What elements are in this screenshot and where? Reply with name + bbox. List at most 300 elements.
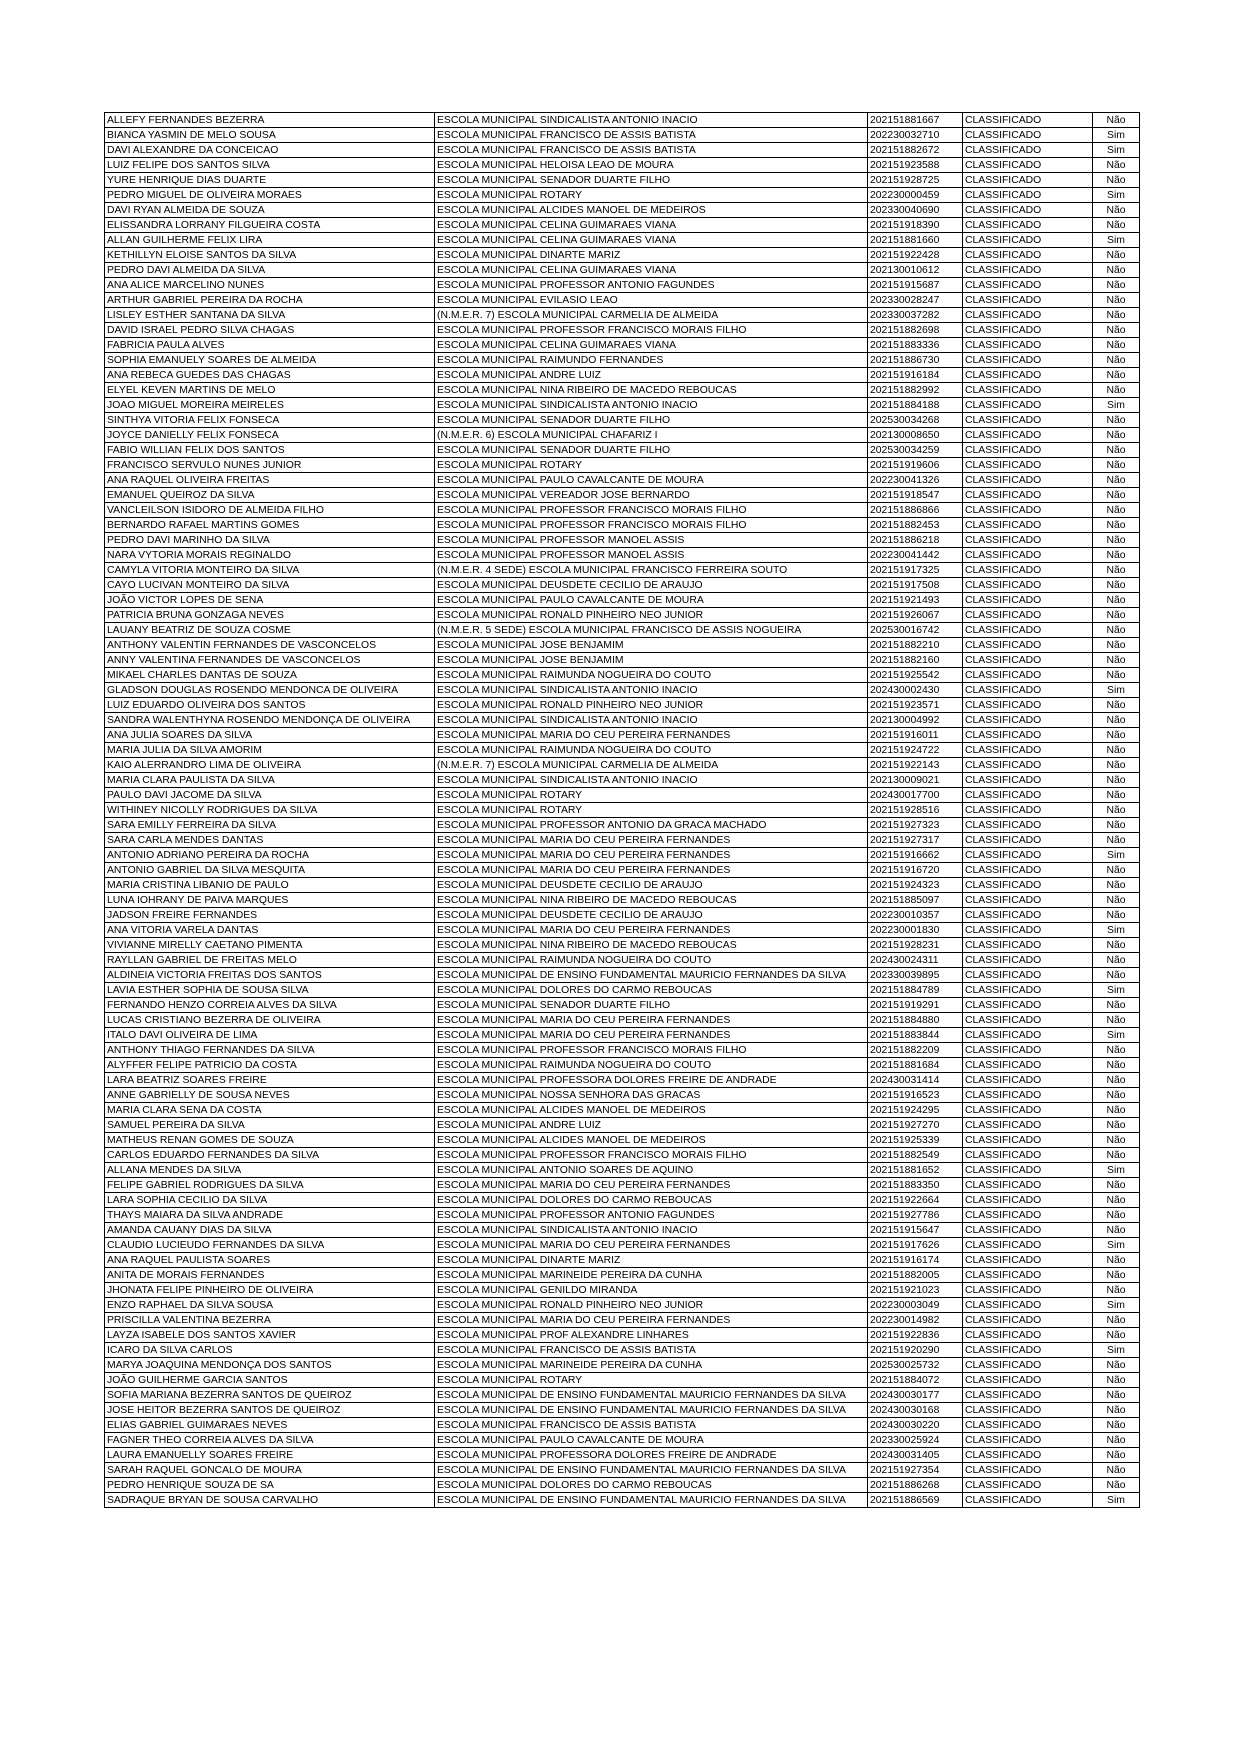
flag-cell: Não [1093, 1118, 1140, 1133]
table-row [105, 1343, 1140, 1358]
table-row [105, 863, 1140, 878]
student-name-cell: LAUANY BEATRIZ DE SOUZA COSME [105, 623, 435, 638]
school-cell: (N.M.E.R. 4 SEDE) ESCOLA MUNICIPAL FRANCISCO FERREIRA SOUTO [435, 563, 868, 578]
student-name-cell: FERNANDO HENZO CORREIA ALVES DA SILVA [105, 998, 435, 1013]
status-cell: CLASSIFICADO [963, 893, 1093, 908]
flag-cell: Não [1093, 1103, 1140, 1118]
table-row [105, 698, 1140, 713]
table-row [105, 908, 1140, 923]
student-name-cell: KAIO ALERRANDRO LIMA DE OLIVEIRA [105, 758, 435, 773]
school-cell: ESCOLA MUNICIPAL GENILDO MIRANDA [435, 1283, 868, 1298]
status-cell: CLASSIFICADO [963, 428, 1093, 443]
school-cell: ESCOLA MUNICIPAL CELINA GUIMARAES VIANA [435, 338, 868, 353]
student-name-cell: DAVI RYAN ALMEIDA DE SOUZA [105, 203, 435, 218]
school-cell: ESCOLA MUNICIPAL DE ENSINO FUNDAMENTAL MAURICIO FERNANDES DA SILVA [435, 1493, 868, 1508]
registration-number-cell: 202151928725 [868, 173, 963, 188]
classification-table [104, 112, 1140, 1508]
status-cell: CLASSIFICADO [963, 368, 1093, 383]
status-cell: CLASSIFICADO [963, 1103, 1093, 1118]
table-row [105, 353, 1140, 368]
table-row [105, 533, 1140, 548]
flag-cell: Não [1093, 473, 1140, 488]
table-row [105, 1358, 1140, 1373]
flag-cell: Sim [1093, 143, 1140, 158]
school-cell: ESCOLA MUNICIPAL DINARTE MARIZ [435, 248, 868, 263]
school-cell: ESCOLA MUNICIPAL JOSE BENJAMIM [435, 653, 868, 668]
student-name-cell: ANTONIO GABRIEL DA SILVA MESQUITA [105, 863, 435, 878]
table-row [105, 1073, 1140, 1088]
student-name-cell: LUIZ EDUARDO OLIVEIRA DOS SANTOS [105, 698, 435, 713]
status-cell: CLASSIFICADO [963, 833, 1093, 848]
school-cell: ESCOLA MUNICIPAL SENADOR DUARTE FILHO [435, 998, 868, 1013]
status-cell: CLASSIFICADO [963, 218, 1093, 233]
status-cell: CLASSIFICADO [963, 713, 1093, 728]
registration-number-cell: 202151886569 [868, 1493, 963, 1508]
student-name-cell: PEDRO DAVI MARINHO DA SILVA [105, 533, 435, 548]
student-name-cell: AMANDA CAUANY DIAS DA SILVA [105, 1223, 435, 1238]
table-row [105, 1463, 1140, 1478]
flag-cell: Não [1093, 593, 1140, 608]
registration-number-cell: 202130004992 [868, 713, 963, 728]
school-cell: ESCOLA MUNICIPAL DEUSDETE CECILIO DE ARAUJO [435, 878, 868, 893]
status-cell: CLASSIFICADO [963, 1388, 1093, 1403]
student-name-cell: ANA RAQUEL OLIVEIRA FREITAS [105, 473, 435, 488]
student-name-cell: JADSON FREIRE FERNANDES [105, 908, 435, 923]
status-cell: CLASSIFICADO [963, 638, 1093, 653]
table-row [105, 848, 1140, 863]
flag-cell: Não [1093, 668, 1140, 683]
flag-cell: Sim [1093, 1028, 1140, 1043]
student-name-cell: LUIZ FELIPE DOS SANTOS SILVA [105, 158, 435, 173]
flag-cell: Sim [1093, 983, 1140, 998]
student-name-cell: PATRICIA BRUNA GONZAGA NEVES [105, 608, 435, 623]
table-row [105, 743, 1140, 758]
registration-number-cell: 202230001830 [868, 923, 963, 938]
table-row [105, 668, 1140, 683]
school-cell: ESCOLA MUNICIPAL SINDICALISTA ANTONIO INACIO [435, 773, 868, 788]
registration-number-cell: 202151927323 [868, 818, 963, 833]
flag-cell: Não [1093, 218, 1140, 233]
student-name-cell: BERNARDO RAFAEL MARTINS GOMES [105, 518, 435, 533]
flag-cell: Não [1093, 518, 1140, 533]
registration-number-cell: 202151917508 [868, 578, 963, 593]
registration-number-cell: 202151884072 [868, 1373, 963, 1388]
registration-number-cell: 202151882992 [868, 383, 963, 398]
table-row [105, 893, 1140, 908]
status-cell: CLASSIFICADO [963, 1283, 1093, 1298]
table-row [105, 1238, 1140, 1253]
school-cell: ESCOLA MUNICIPAL PROFESSORA DOLORES FREIRE DE ANDRADE [435, 1073, 868, 1088]
student-name-cell: ITALO DAVI OLIVEIRA DE LIMA [105, 1028, 435, 1043]
student-name-cell: JHONATA FELIPE PINHEIRO DE OLIVEIRA [105, 1283, 435, 1298]
school-cell: ESCOLA MUNICIPAL MARIA DO CEU PEREIRA FERNANDES [435, 728, 868, 743]
table-row [105, 218, 1140, 233]
registration-number-cell: 202151924323 [868, 878, 963, 893]
status-cell: CLASSIFICADO [963, 323, 1093, 338]
flag-cell: Sim [1093, 923, 1140, 938]
registration-number-cell: 202151915647 [868, 1223, 963, 1238]
registration-number-cell: 202151883336 [868, 338, 963, 353]
status-cell: CLASSIFICADO [963, 1223, 1093, 1238]
table-row [105, 158, 1140, 173]
student-name-cell: MARIA JULIA DA SILVA AMORIM [105, 743, 435, 758]
school-cell: ESCOLA MUNICIPAL SINDICALISTA ANTONIO INACIO [435, 683, 868, 698]
student-name-cell: MARIA CLARA SENA DA COSTA [105, 1103, 435, 1118]
table-row [105, 1388, 1140, 1403]
table-row [105, 1028, 1140, 1043]
status-cell: CLASSIFICADO [963, 1133, 1093, 1148]
status-cell: CLASSIFICADO [963, 1298, 1093, 1313]
flag-cell: Não [1093, 743, 1140, 758]
flag-cell: Não [1093, 998, 1140, 1013]
flag-cell: Não [1093, 608, 1140, 623]
school-cell: ESCOLA MUNICIPAL MARIA DO CEU PEREIRA FERNANDES [435, 1013, 868, 1028]
student-name-cell: PRISCILLA VALENTINA BEZERRA [105, 1313, 435, 1328]
status-cell: CLASSIFICADO [963, 773, 1093, 788]
table-row [105, 248, 1140, 263]
school-cell: (N.M.E.R. 7) ESCOLA MUNICIPAL CARMELIA DE ALMEIDA [435, 308, 868, 323]
flag-cell: Não [1093, 713, 1140, 728]
status-cell: CLASSIFICADO [963, 233, 1093, 248]
flag-cell: Não [1093, 1463, 1140, 1478]
registration-number-cell: 202130008650 [868, 428, 963, 443]
registration-number-cell: 202151918390 [868, 218, 963, 233]
flag-cell: Não [1093, 1268, 1140, 1283]
status-cell: CLASSIFICADO [963, 1463, 1093, 1478]
student-name-cell: MARIA CRISTINA LIBANIO DE PAULO [105, 878, 435, 893]
status-cell: CLASSIFICADO [963, 1073, 1093, 1088]
status-cell: CLASSIFICADO [963, 1493, 1093, 1508]
student-name-cell: LAYZA ISABELE DOS SANTOS XAVIER [105, 1328, 435, 1343]
student-name-cell: SINTHYA VITORIA FELIX FONSECA [105, 413, 435, 428]
registration-number-cell: 202151921493 [868, 593, 963, 608]
flag-cell: Não [1093, 908, 1140, 923]
registration-number-cell: 202151923588 [868, 158, 963, 173]
student-name-cell: SARA CARLA MENDES DANTAS [105, 833, 435, 848]
table-row [105, 653, 1140, 668]
status-cell: CLASSIFICADO [963, 278, 1093, 293]
student-name-cell: THAYS MAIARA DA SILVA ANDRADE [105, 1208, 435, 1223]
student-name-cell: ANTHONY THIAGO FERNANDES DA SILVA [105, 1043, 435, 1058]
school-cell: ESCOLA MUNICIPAL RAIMUNDA NOGUEIRA DO COUTO [435, 743, 868, 758]
flag-cell: Não [1093, 788, 1140, 803]
flag-cell: Não [1093, 968, 1140, 983]
table-row [105, 398, 1140, 413]
table-row [105, 1148, 1140, 1163]
status-cell: CLASSIFICADO [963, 938, 1093, 953]
student-name-cell: WITHINEY NICOLLY RODRIGUES DA SILVA [105, 803, 435, 818]
student-name-cell: SAMUEL PEREIRA DA SILVA [105, 1118, 435, 1133]
student-name-cell: FABIO WILLIAN FELIX DOS SANTOS [105, 443, 435, 458]
table-row [105, 833, 1140, 848]
table-row [105, 608, 1140, 623]
student-name-cell: PAULO DAVI JACOME DA SILVA [105, 788, 435, 803]
school-cell: ESCOLA MUNICIPAL DEUSDETE CECILIO DE ARAUJO [435, 578, 868, 593]
flag-cell: Não [1093, 1058, 1140, 1073]
student-name-cell: CAYO LUCIVAN MONTEIRO DA SILVA [105, 578, 435, 593]
school-cell: ESCOLA MUNICIPAL MARIA DO CEU PEREIRA FERNANDES [435, 848, 868, 863]
status-cell: CLASSIFICADO [963, 338, 1093, 353]
school-cell: ESCOLA MUNICIPAL DINARTE MARIZ [435, 1253, 868, 1268]
status-cell: CLASSIFICADO [963, 248, 1093, 263]
flag-cell: Sim [1093, 1163, 1140, 1178]
registration-number-cell: 202151924295 [868, 1103, 963, 1118]
registration-number-cell: 202130009021 [868, 773, 963, 788]
status-cell: CLASSIFICADO [963, 1043, 1093, 1058]
status-cell: CLASSIFICADO [963, 983, 1093, 998]
flag-cell: Não [1093, 803, 1140, 818]
status-cell: CLASSIFICADO [963, 353, 1093, 368]
student-name-cell: SADRAQUE BRYAN DE SOUSA CARVALHO [105, 1493, 435, 1508]
school-cell: ESCOLA MUNICIPAL SINDICALISTA ANTONIO INACIO [435, 113, 868, 128]
student-name-cell: JOSE HEITOR BEZERRA SANTOS DE QUEIROZ [105, 1403, 435, 1418]
registration-number-cell: 202430024311 [868, 953, 963, 968]
student-name-cell: ANNE GABRIELLY DE SOUSA NEVES [105, 1088, 435, 1103]
registration-number-cell: 202151881652 [868, 1163, 963, 1178]
school-cell: ESCOLA MUNICIPAL ALCIDES MANOEL DE MEDEIROS [435, 1133, 868, 1148]
table-row [105, 788, 1140, 803]
registration-number-cell: 202151882549 [868, 1148, 963, 1163]
status-cell: CLASSIFICADO [963, 803, 1093, 818]
flag-cell: Não [1093, 623, 1140, 638]
student-name-cell: ENZO RAPHAEL DA SILVA SOUSA [105, 1298, 435, 1313]
registration-number-cell: 202151917626 [868, 1238, 963, 1253]
student-name-cell: RAYLLAN GABRIEL DE FREITAS MELO [105, 953, 435, 968]
status-cell: CLASSIFICADO [963, 683, 1093, 698]
school-cell: ESCOLA MUNICIPAL NINA RIBEIRO DE MACEDO REBOUCAS [435, 383, 868, 398]
school-cell: ESCOLA MUNICIPAL PROFESSOR ANTONIO FAGUNDES [435, 278, 868, 293]
flag-cell: Não [1093, 638, 1140, 653]
status-cell: CLASSIFICADO [963, 413, 1093, 428]
registration-number-cell: 202430017700 [868, 788, 963, 803]
flag-cell: Não [1093, 1313, 1140, 1328]
school-cell: ESCOLA MUNICIPAL PROFESSOR FRANCISCO MORAIS FILHO [435, 323, 868, 338]
school-cell: ESCOLA MUNICIPAL DE ENSINO FUNDAMENTAL MAURICIO FERNANDES DA SILVA [435, 1403, 868, 1418]
student-name-cell: GLADSON DOUGLAS ROSENDO MENDONCA DE OLIVEIRA [105, 683, 435, 698]
student-name-cell: FABRICIA PAULA ALVES [105, 338, 435, 353]
table-row [105, 1223, 1140, 1238]
school-cell: ESCOLA MUNICIPAL MARINEIDE PEREIRA DA CUNHA [435, 1358, 868, 1373]
registration-number-cell: 202230000459 [868, 188, 963, 203]
school-cell: (N.M.E.R. 7) ESCOLA MUNICIPAL CARMELIA DE ALMEIDA [435, 758, 868, 773]
table-row [105, 1298, 1140, 1313]
flag-cell: Não [1093, 953, 1140, 968]
status-cell: CLASSIFICADO [963, 1343, 1093, 1358]
flag-cell: Não [1093, 728, 1140, 743]
student-name-cell: CARLOS EDUARDO FERNANDES DA SILVA [105, 1148, 435, 1163]
status-cell: CLASSIFICADO [963, 128, 1093, 143]
flag-cell: Sim [1093, 1238, 1140, 1253]
flag-cell: Não [1093, 533, 1140, 548]
status-cell: CLASSIFICADO [963, 578, 1093, 593]
status-cell: CLASSIFICADO [963, 1208, 1093, 1223]
registration-number-cell: 202230010357 [868, 908, 963, 923]
registration-number-cell: 202151919606 [868, 458, 963, 473]
student-name-cell: LAURA EMANUELLY SOARES FREIRE [105, 1448, 435, 1463]
school-cell: ESCOLA MUNICIPAL CELINA GUIMARAES VIANA [435, 263, 868, 278]
student-name-cell: MATHEUS RENAN GOMES DE SOUZA [105, 1133, 435, 1148]
registration-number-cell: 202151886218 [868, 533, 963, 548]
student-name-cell: ICARO DA SILVA CARLOS [105, 1343, 435, 1358]
flag-cell: Não [1093, 878, 1140, 893]
school-cell: ESCOLA MUNICIPAL MARIA DO CEU PEREIRA FERNANDES [435, 1178, 868, 1193]
flag-cell: Não [1093, 308, 1140, 323]
flag-cell: Sim [1093, 683, 1140, 698]
school-cell: ESCOLA MUNICIPAL RAIMUNDA NOGUEIRA DO COUTO [435, 953, 868, 968]
registration-number-cell: 202151926067 [868, 608, 963, 623]
school-cell: ESCOLA MUNICIPAL MARIA DO CEU PEREIRA FERNANDES [435, 1028, 868, 1043]
student-name-cell: LUNA IOHRANY DE PAIVA MARQUES [105, 893, 435, 908]
registration-number-cell: 202151922836 [868, 1328, 963, 1343]
registration-number-cell: 202151886730 [868, 353, 963, 368]
status-cell: CLASSIFICADO [963, 863, 1093, 878]
school-cell: ESCOLA MUNICIPAL ROTARY [435, 788, 868, 803]
student-name-cell: ANITA DE MORAIS FERNANDES [105, 1268, 435, 1283]
school-cell: ESCOLA MUNICIPAL ALCIDES MANOEL DE MEDEIROS [435, 203, 868, 218]
student-name-cell: ANA ALICE MARCELINO NUNES [105, 278, 435, 293]
table-row [105, 1493, 1140, 1508]
student-name-cell: CLAUDIO LUCIEUDO FERNANDES DA SILVA [105, 1238, 435, 1253]
flag-cell: Não [1093, 278, 1140, 293]
table-row [105, 323, 1140, 338]
school-cell: ESCOLA MUNICIPAL NINA RIBEIRO DE MACEDO REBOUCAS [435, 938, 868, 953]
school-cell: ESCOLA MUNICIPAL PROFESSOR FRANCISCO MORAIS FILHO [435, 1043, 868, 1058]
flag-cell: Sim [1093, 398, 1140, 413]
school-cell: ESCOLA MUNICIPAL FRANCISCO DE ASSIS BATISTA [435, 128, 868, 143]
student-name-cell: MARIA CLARA PAULISTA DA SILVA [105, 773, 435, 788]
table-row [105, 263, 1140, 278]
table-row [105, 623, 1140, 638]
registration-number-cell: 202151916662 [868, 848, 963, 863]
student-name-cell: LUCAS CRISTIANO BEZERRA DE OLIVEIRA [105, 1013, 435, 1028]
flag-cell: Não [1093, 1088, 1140, 1103]
status-cell: CLASSIFICADO [963, 848, 1093, 863]
table-row [105, 383, 1140, 398]
flag-cell: Não [1093, 833, 1140, 848]
flag-cell: Não [1093, 1013, 1140, 1028]
school-cell: ESCOLA MUNICIPAL PAULO CAVALCANTE DE MOURA [435, 473, 868, 488]
status-cell: CLASSIFICADO [963, 1013, 1093, 1028]
flag-cell: Sim [1093, 1298, 1140, 1313]
flag-cell: Não [1093, 1448, 1140, 1463]
flag-cell: Não [1093, 653, 1140, 668]
school-cell: ESCOLA MUNICIPAL JOSE BENJAMIM [435, 638, 868, 653]
school-cell: (N.M.E.R. 5 SEDE) ESCOLA MUNICIPAL FRANCISCO DE ASSIS NOGUEIRA [435, 623, 868, 638]
school-cell: ESCOLA MUNICIPAL RAIMUNDA NOGUEIRA DO COUTO [435, 1058, 868, 1073]
flag-cell: Não [1093, 428, 1140, 443]
status-cell: CLASSIFICADO [963, 1313, 1093, 1328]
student-name-cell: SOFIA MARIANA BEZERRA SANTOS DE QUEIROZ [105, 1388, 435, 1403]
table-row [105, 1043, 1140, 1058]
flag-cell: Não [1093, 263, 1140, 278]
table-row [105, 1448, 1140, 1463]
school-cell: ESCOLA MUNICIPAL SINDICALISTA ANTONIO INACIO [435, 1223, 868, 1238]
flag-cell: Não [1093, 1133, 1140, 1148]
status-cell: CLASSIFICADO [963, 158, 1093, 173]
registration-number-cell: 202330040690 [868, 203, 963, 218]
flag-cell: Não [1093, 1283, 1140, 1298]
status-cell: CLASSIFICADO [963, 1238, 1093, 1253]
status-cell: CLASSIFICADO [963, 1028, 1093, 1043]
registration-number-cell: 202430031414 [868, 1073, 963, 1088]
table-row [105, 953, 1140, 968]
table-row [105, 1328, 1140, 1343]
table-row [105, 773, 1140, 788]
flag-cell: Não [1093, 158, 1140, 173]
table-row [105, 998, 1140, 1013]
student-name-cell: NARA VYTORIA MORAIS REGINALDO [105, 548, 435, 563]
status-cell: CLASSIFICADO [963, 1178, 1093, 1193]
flag-cell: Sim [1093, 1493, 1140, 1508]
status-cell: CLASSIFICADO [963, 728, 1093, 743]
registration-number-cell: 202151916523 [868, 1088, 963, 1103]
status-cell: CLASSIFICADO [963, 488, 1093, 503]
registration-number-cell: 202151884880 [868, 1013, 963, 1028]
table-row [105, 563, 1140, 578]
registration-number-cell: 202151916184 [868, 368, 963, 383]
status-cell: CLASSIFICADO [963, 668, 1093, 683]
school-cell: ESCOLA MUNICIPAL NINA RIBEIRO DE MACEDO REBOUCAS [435, 893, 868, 908]
flag-cell: Não [1093, 383, 1140, 398]
status-cell: CLASSIFICADO [963, 1088, 1093, 1103]
flag-cell: Não [1093, 503, 1140, 518]
school-cell: ESCOLA MUNICIPAL RONALD PINHEIRO NEO JUNIOR [435, 608, 868, 623]
school-cell: ESCOLA MUNICIPAL PAULO CAVALCANTE DE MOURA [435, 1433, 868, 1448]
status-cell: CLASSIFICADO [963, 623, 1093, 638]
flag-cell: Não [1093, 353, 1140, 368]
status-cell: CLASSIFICADO [963, 1448, 1093, 1463]
school-cell: ESCOLA MUNICIPAL ANTONIO SOARES DE AQUINO [435, 1163, 868, 1178]
school-cell: ESCOLA MUNICIPAL ROTARY [435, 1373, 868, 1388]
registration-number-cell: 202330037282 [868, 308, 963, 323]
flag-cell: Não [1093, 698, 1140, 713]
table-row [105, 1403, 1140, 1418]
student-name-cell: ANA RAQUEL PAULISTA SOARES [105, 1253, 435, 1268]
school-cell: ESCOLA MUNICIPAL DEUSDETE CECILIO DE ARAUJO [435, 908, 868, 923]
flag-cell: Não [1093, 1223, 1140, 1238]
student-name-cell: EMANUEL QUEIROZ DA SILVA [105, 488, 435, 503]
status-cell: CLASSIFICADO [963, 533, 1093, 548]
status-cell: CLASSIFICADO [963, 1058, 1093, 1073]
table-row [105, 1193, 1140, 1208]
school-cell: ESCOLA MUNICIPAL DOLORES DO CARMO REBOUCAS [435, 1193, 868, 1208]
school-cell: ESCOLA MUNICIPAL RAIMUNDO FERNANDES [435, 353, 868, 368]
flag-cell: Não [1093, 1148, 1140, 1163]
table-row [105, 428, 1140, 443]
student-name-cell: MIKAEL CHARLES DANTAS DE SOUZA [105, 668, 435, 683]
school-cell: ESCOLA MUNICIPAL HELOISA LEAO DE MOURA [435, 158, 868, 173]
registration-number-cell: 202151927270 [868, 1118, 963, 1133]
flag-cell: Não [1093, 1073, 1140, 1088]
school-cell: ESCOLA MUNICIPAL CELINA GUIMARAES VIANA [435, 233, 868, 248]
table-row [105, 1118, 1140, 1133]
registration-number-cell: 202530034259 [868, 443, 963, 458]
status-cell: CLASSIFICADO [963, 1328, 1093, 1343]
registration-number-cell: 202151928516 [868, 803, 963, 818]
status-cell: CLASSIFICADO [963, 563, 1093, 578]
registration-number-cell: 202151883350 [868, 1178, 963, 1193]
school-cell: ESCOLA MUNICIPAL MARIA DO CEU PEREIRA FERNANDES [435, 923, 868, 938]
registration-number-cell: 202151925542 [868, 668, 963, 683]
status-cell: CLASSIFICADO [963, 1418, 1093, 1433]
school-cell: ESCOLA MUNICIPAL PAULO CAVALCANTE DE MOURA [435, 593, 868, 608]
school-cell: ESCOLA MUNICIPAL SINDICALISTA ANTONIO INACIO [435, 398, 868, 413]
table-row [105, 1313, 1140, 1328]
registration-number-cell: 202230041442 [868, 548, 963, 563]
registration-number-cell: 202151916174 [868, 1253, 963, 1268]
table-row [105, 968, 1140, 983]
registration-number-cell: 202151925339 [868, 1133, 963, 1148]
